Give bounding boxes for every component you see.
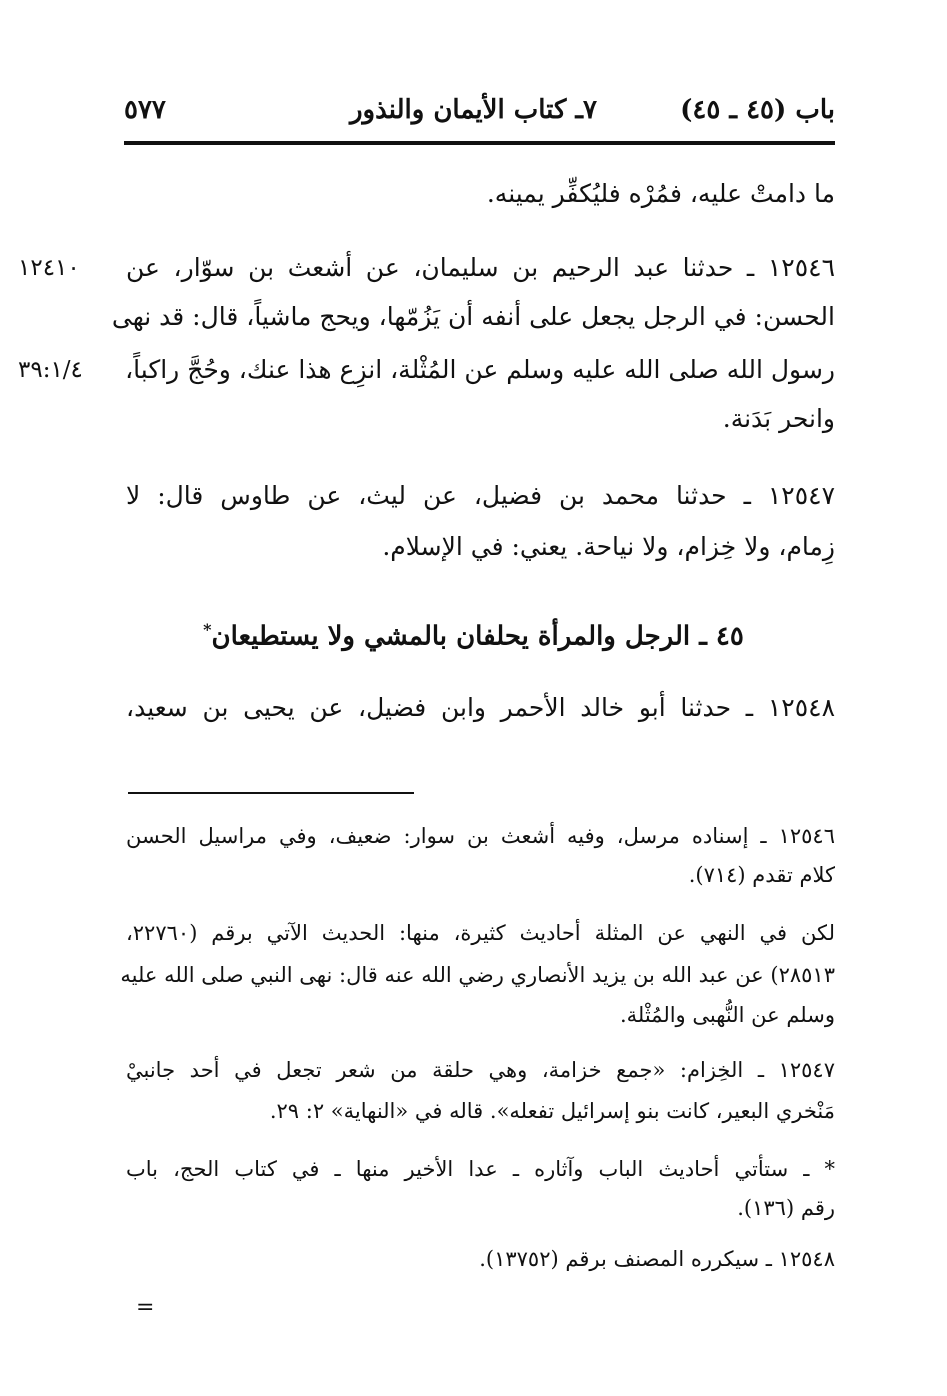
footnote-12546-note-line-1: لكن في النهي عن المثلة أحاديث كثيرة، منها: الحديث الآتي برقم (٢٢٧٦٠، <box>126 921 835 945</box>
page-number: ٥٧٧ <box>124 95 166 125</box>
continuation-mark: = <box>136 1295 155 1320</box>
section-heading-text: ٤٥ ـ الرجل والمرأة يحلفان بالمشي ولا يستطيعان <box>211 621 744 652</box>
footnote-12546-line-2: كلام تقدم (٧١٤). <box>688 863 835 887</box>
hadith-12546-line-4: وانحر بَدَنة. <box>722 404 835 433</box>
hadith-12546-line-3: رسول الله صلى الله عليه وسلم عن المُثْلة، انزِع هذا عنك، وحُجَّ راكباً، <box>125 355 835 384</box>
hadith-12546-line-1: ١٢٥٤٦ ـ حدثنا عبد الرحيم بن سليمان، عن أشعث بن سوّار، عن <box>126 253 835 282</box>
hadith-12546-line-2: الحسن: في الرجل يجعل على أنفه أن يَزُمّها، ويحج ماشياً، قال: قد نهى <box>111 302 835 331</box>
footnote-12546-note-line-2: ٢٨٥١٣) عن عبد الله بن يزيد الأنصاري رضي الله عنه قال: نهى النبي صلى الله عليه <box>120 963 835 987</box>
footnote-12547-line-1: ١٢٥٤٧ ـ الخِزام: «جمع خزامة، وهي حلقة من شعر تجعل في أحد جانبيْ <box>126 1058 835 1082</box>
body-line-continuation: ما دامتْ عليه، فمُرْه فليُكفِّر يمينه. <box>486 179 835 208</box>
header-rule <box>124 141 835 145</box>
footnote-12548-line-1: ١٢٥٤٨ ـ سيكرره المصنف برقم (١٣٧٥٢). <box>479 1247 835 1271</box>
margin-cross-reference: ١٢٤١٠ <box>18 255 80 281</box>
hadith-12547-line-1: ١٢٥٤٧ ـ حدثنا محمد بن فضيل، عن ليث، عن طاوس قال: لا <box>126 481 835 510</box>
running-header-chapter: باب (٤٥ ـ ٤٥) <box>680 95 835 125</box>
hadith-12548-line-1: ١٢٥٤٨ ـ حدثنا أبو خالد الأحمر وابن فضيل، عن يحيى بن سعيد، <box>126 693 835 722</box>
running-header-book-title: ٧ـ كتاب الأيمان والنذور <box>349 95 597 125</box>
section-heading-asterisk: * <box>203 620 212 639</box>
margin-volume-reference: ٣٩:١/٤ <box>18 357 83 383</box>
footnote-12547-line-2: مَنْخري البعير، كانت بنو إسرائيل تفعله». قاله في «النهاية» ٢: ٢٩. <box>269 1099 835 1123</box>
section-heading <box>0 610 947 657</box>
footnote-asterisk-line-2: رقم (١٣٦). <box>737 1196 835 1220</box>
footnote-12546-line-1: ١٢٥٤٦ ـ إسناده مرسل، وفيه أشعث بن سوار: ضعيف، وفي مراسيل الحسن <box>126 824 835 848</box>
hadith-12547-line-2: زِمام، ولا خِزام، ولا نياحة. يعني: في الإسلام. <box>382 532 835 561</box>
footnote-asterisk-line-1: * ـ ستأتي أحاديث الباب وآثاره ـ عدا الأخير منها ـ في كتاب الحج، باب <box>126 1157 835 1181</box>
footnote-separator <box>128 792 414 794</box>
footnote-12546-note-line-3: وسلم عن النُّهبى والمُثْلة. <box>619 1003 835 1027</box>
